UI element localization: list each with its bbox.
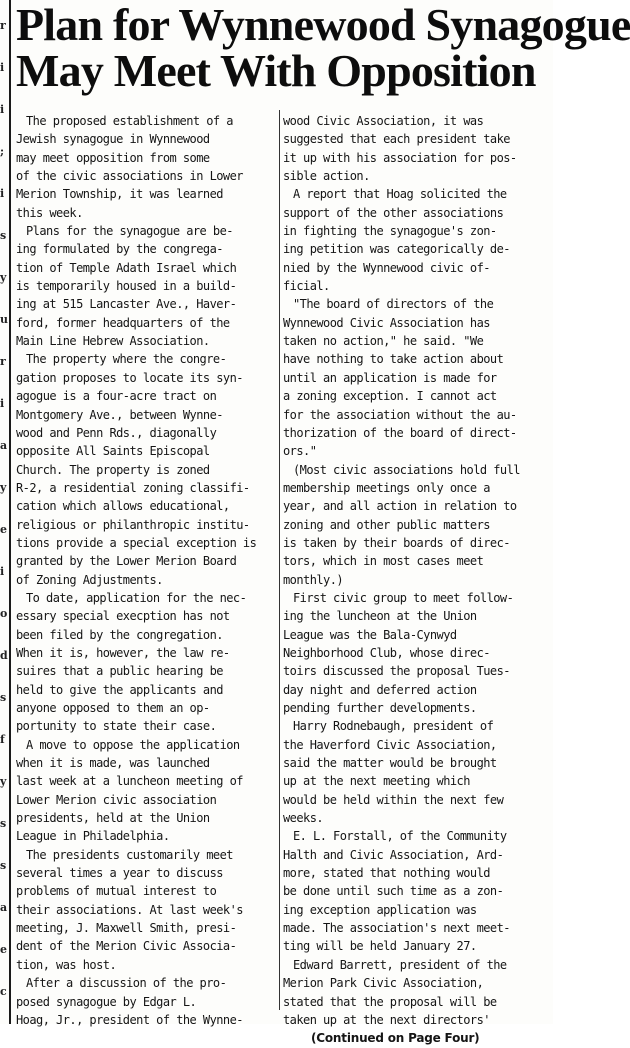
left-column-line: Plans for the synagogue are be- xyxy=(26,224,233,239)
left-column-line: may meet opposition from some xyxy=(16,150,210,165)
left-column-line: when it is made, was launched xyxy=(16,756,210,771)
clipped-glyph: ; xyxy=(0,145,5,158)
article-column-right xyxy=(283,112,549,1048)
clipped-glyph: y xyxy=(0,481,7,494)
right-column-line: wood Civic Association, it was xyxy=(283,114,484,128)
clipped-glyph: f xyxy=(0,733,5,746)
right-column-line: Harry Rodnebaugh, president of xyxy=(293,719,494,734)
right-column-line: suggested that each president take xyxy=(283,132,510,147)
right-column-line: be done until such time as a zon- xyxy=(283,884,504,899)
right-column-line: ficial. xyxy=(283,279,330,294)
left-column-line: A move to oppose the application xyxy=(26,737,240,752)
clipped-glyph: r xyxy=(0,19,6,32)
left-column-line: portunity to state their case. xyxy=(16,719,217,734)
left-column-line: Lower Merion civic association xyxy=(16,792,217,807)
column-border-left xyxy=(9,0,11,1024)
right-column-line: tors, which in most cases meet xyxy=(283,554,484,569)
left-column-line: wood and Penn Rds., diagonally xyxy=(16,425,217,440)
left-column-line: problems of mutual interest to xyxy=(16,884,217,899)
right-column-line: nied by the Wynnewood civic of- xyxy=(283,260,490,275)
right-column-line: have nothing to take action about xyxy=(283,352,504,367)
left-column-line: The presidents customarily meet xyxy=(26,847,233,862)
clipped-glyph: a xyxy=(0,901,8,914)
right-column-line: (Most civic associations hold full xyxy=(293,462,520,477)
left-column-line: several times a year to discuss xyxy=(16,866,223,881)
left-column-line: Jewish synagogue in Wynnewood xyxy=(16,132,210,147)
left-column-line: Main Line Hebrew Association. xyxy=(16,334,210,349)
left-column-line: cation which allows educational, xyxy=(16,499,230,514)
right-column-line: the Haverford Civic Association, xyxy=(283,737,497,752)
right-column-line: ors." xyxy=(283,444,317,459)
right-column-line: support of the other associations xyxy=(283,205,504,220)
right-column-line: membership meetings only once a xyxy=(283,480,490,495)
clipped-glyph: i xyxy=(0,397,5,410)
right-column-line: is taken by their boards of direc- xyxy=(283,535,510,550)
left-column-line: anyone opposed to them an op- xyxy=(16,701,210,715)
left-column-line: held to give the applicants and xyxy=(16,682,223,697)
left-column-line: been filed by the congregation. xyxy=(16,627,223,642)
right-column-line: stated that the proposal will be xyxy=(283,994,497,1009)
clipped-adjacent-column xyxy=(0,0,8,1024)
left-column-line: When it is, however, the law re- xyxy=(16,645,230,660)
left-column-line: Hoag, Jr., president of the Wynne- xyxy=(16,1012,243,1027)
article-headline xyxy=(16,0,630,96)
left-column-line: essary special execption has not xyxy=(16,609,230,624)
left-column-line: presidents, held at the Union xyxy=(16,811,210,826)
column-divider xyxy=(279,110,280,1010)
left-column-line: To date, application for the nec- xyxy=(26,590,247,605)
right-column-line: pending further developments. xyxy=(283,701,477,715)
left-column-line: The proposed establishment of a xyxy=(26,114,233,128)
right-column-line: would be held within the next few xyxy=(283,792,504,807)
right-column-line: monthly.) xyxy=(283,572,344,587)
clipped-glyph: e xyxy=(0,523,7,536)
right-column-line: ting will be held January 27. xyxy=(283,939,477,954)
clipped-glyph: s xyxy=(0,817,7,830)
right-column-line: taken no action," he said. "We xyxy=(283,334,484,349)
left-column-line: ford, former headquarters of the xyxy=(16,315,230,330)
right-column-line: weeks. xyxy=(283,811,324,826)
clipped-glyph: r xyxy=(0,355,6,368)
clipped-glyph: s xyxy=(0,229,7,242)
left-column-line: their associations. At last week's xyxy=(16,902,243,917)
clipped-glyph: u xyxy=(0,313,8,326)
clipped-glyph: s xyxy=(0,859,7,872)
right-column-line: Halth and Civic Association, Ard- xyxy=(283,847,504,862)
right-column-line: ing exception application was xyxy=(283,902,477,917)
left-column-line: League in Philadelphia. xyxy=(16,829,170,844)
clipped-glyph: o xyxy=(0,607,8,620)
clipped-glyph: y xyxy=(0,271,7,284)
left-column-line: last week at a luncheon meeting of xyxy=(16,774,243,789)
left-column-line: Montgomery Ave., between Wynne- xyxy=(16,407,223,422)
right-column-line: sible action. xyxy=(283,169,370,184)
clipped-glyph: s xyxy=(0,691,7,704)
headline-line-2: May Meet With Opposition xyxy=(16,45,536,96)
clipped-glyph: d xyxy=(0,649,8,662)
clipped-glyph: c xyxy=(0,985,7,998)
clipped-glyph: y xyxy=(0,775,7,788)
right-column-line: toirs discussed the proposal Tues- xyxy=(283,664,510,679)
clipped-glyph: a xyxy=(0,439,8,452)
left-column-line: Church. The property is zoned xyxy=(16,462,210,477)
right-column-line: said the matter would be brought xyxy=(283,756,497,771)
clipped-glyph: e xyxy=(0,943,7,956)
left-column-line: this week. xyxy=(16,205,83,220)
right-column-line: year, and all action in relation to xyxy=(283,499,517,514)
left-column-line: Merion Township, it was learned xyxy=(16,187,223,202)
right-column-line: day night and deferred action xyxy=(283,682,477,697)
left-column-line: The property where the congre- xyxy=(26,352,227,367)
headline-line-1: Plan for Wynnewood Synagogue xyxy=(16,0,630,50)
right-column-line: League was the Bala-Cynwyd xyxy=(283,627,457,642)
article-column-left xyxy=(16,112,279,1029)
right-column-line: for the association without the au- xyxy=(283,407,517,422)
right-column-line: until an application is made for xyxy=(283,370,497,385)
left-column-line: tion, was host. xyxy=(16,957,117,972)
right-column-line: Merion Park Civic Association, xyxy=(283,976,484,991)
clipped-glyph: i xyxy=(0,565,5,578)
right-column-line: in fighting the synagogue's zon- xyxy=(283,224,497,239)
right-column-line: up at the next meeting which xyxy=(283,774,470,789)
right-column-line: Edward Barrett, president of the xyxy=(293,957,507,972)
right-column-line: ing the luncheon at the Union xyxy=(283,609,477,624)
right-column-line: Neighborhood Club, whose direc- xyxy=(283,645,490,660)
left-column-line: religious or philanthropic institu- xyxy=(16,517,250,532)
left-column-line: of Zoning Adjustments. xyxy=(16,572,163,587)
right-column-line: E. L. Forstall, of the Community xyxy=(293,829,507,844)
right-column-line: zoning and other public matters xyxy=(283,517,490,532)
left-column-line: agogue is a four-acre tract on xyxy=(16,389,217,404)
right-column-line: thorization of the board of direct- xyxy=(283,425,517,440)
left-column-line: R-2, a residential zoning classifi- xyxy=(16,480,250,495)
clipped-glyph: i xyxy=(0,61,5,74)
left-column-line: granted by the Lower Merion Board xyxy=(16,554,237,569)
right-column-line: more, stated that nothing would xyxy=(283,866,490,881)
right-column-line: Wynnewood Civic Association has xyxy=(283,315,490,330)
clipped-glyph: i xyxy=(0,103,5,116)
right-column-line: a zoning exception. I cannot act xyxy=(283,389,497,404)
left-column-line: gation proposes to locate its syn- xyxy=(16,370,243,385)
right-column-line: it up with his association for pos- xyxy=(283,150,517,165)
left-column-line: opposite All Saints Episcopal xyxy=(16,444,210,459)
left-column-line: of the civic associations in Lower xyxy=(16,169,243,184)
left-column-line: meeting, J. Maxwell Smith, presi- xyxy=(16,921,237,936)
left-column-line: tions provide a special exception is xyxy=(16,535,257,550)
right-column-line: taken up at the next directors' xyxy=(283,1012,490,1027)
right-column-line: A report that Hoag solicited the xyxy=(293,187,507,202)
right-column-line: made. The association's next meet- xyxy=(283,921,510,936)
left-column-line: suires that a public hearing be xyxy=(16,664,223,679)
right-column-line: ing petition was categorically de- xyxy=(283,242,510,257)
continued-on-page-label: (Continued on Page Four) xyxy=(311,1031,480,1046)
left-column-line: ing formulated by the congrega- xyxy=(16,242,223,257)
right-column-line: "The board of directors of the xyxy=(293,297,494,312)
clipped-glyph: i xyxy=(0,187,5,200)
left-column-line: ing at 515 Lancaster Ave., Haver- xyxy=(16,297,237,312)
right-column-line: First civic group to meet follow- xyxy=(293,590,514,605)
left-column-line: After a discussion of the pro- xyxy=(26,976,227,991)
left-column-line: is temporarily housed in a build- xyxy=(16,279,237,294)
left-column-line: tion of Temple Adath Israel which xyxy=(16,260,237,275)
left-column-line: posed synagogue by Edgar L. xyxy=(16,994,197,1009)
left-column-line: dent of the Merion Civic Associa- xyxy=(16,939,237,954)
